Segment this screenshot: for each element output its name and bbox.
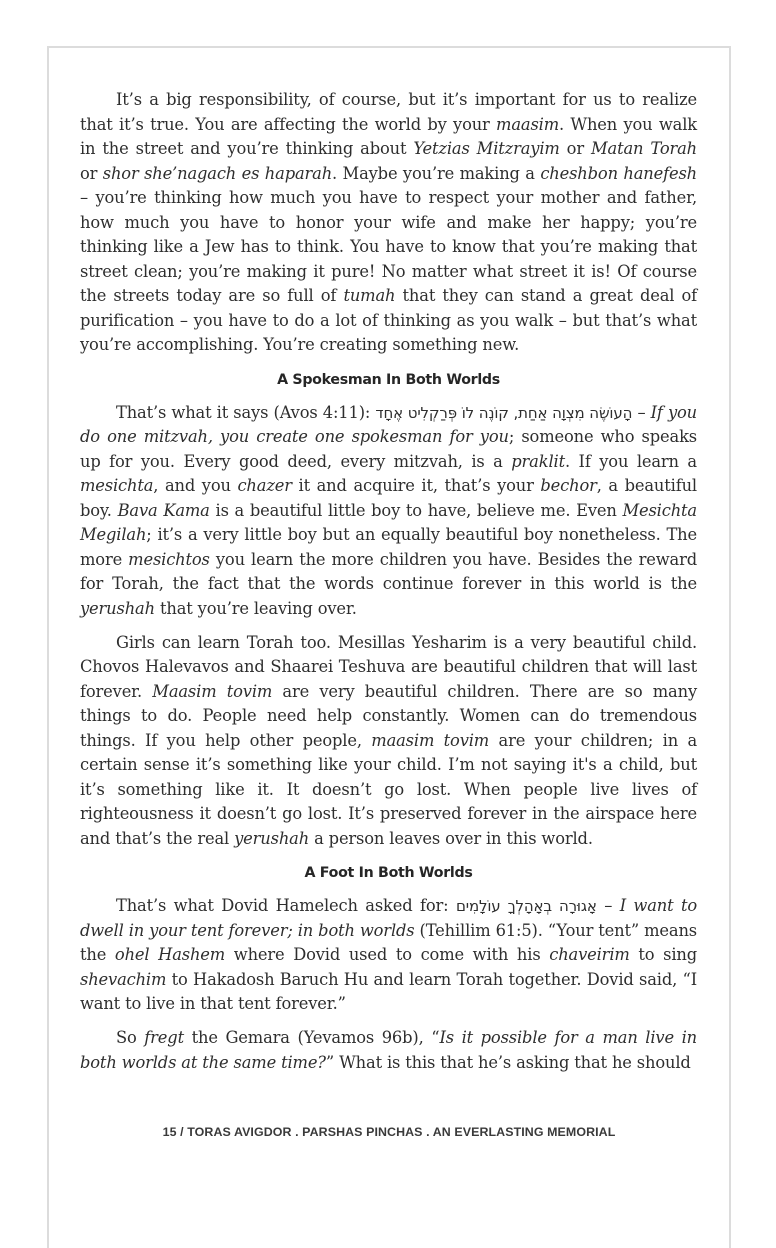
text-run: the Gemara (Yevamos 96b), “ <box>183 1028 440 1047</box>
text-run: that they can stand a great deal of purification – you have to do a lot of thinking as you walk – but that’s what you’re accomplishing. You’re creating something new. <box>80 286 698 354</box>
hebrew-quote: הָעוֹשֶׂה מִצְוָה אַחַת, קוֹנֶה לוֹ פְּרַקְלִיט אֶחָד <box>375 403 633 422</box>
text-run: a person leaves over in this world. <box>309 828 593 848</box>
text-run: is a beautiful little boy to have, believe me. Even <box>209 500 623 520</box>
text-run: . If you learn a <box>564 451 697 471</box>
italic-term: chazer <box>237 476 292 495</box>
text-run: that you’re leaving over. <box>154 598 357 618</box>
paragraph-5 <box>80 1026 697 1075</box>
italic-term: praklit <box>511 451 565 471</box>
text-run: , a beautiful boy. <box>80 476 697 520</box>
text-run: it and acquire it, that’s your <box>291 476 541 495</box>
text-run: to sing <box>629 945 697 964</box>
italic-term: Bava Kama <box>117 500 210 520</box>
text-run: , and you <box>153 476 238 495</box>
italic-term: shor she’nagach es haparah <box>102 163 333 183</box>
section-heading-foot: A Foot In Both Worlds <box>304 865 473 881</box>
italic-term: cheshbon hanefesh <box>540 163 697 183</box>
italic-term: Maasim tovim <box>152 681 273 701</box>
italic-term: maasim <box>496 114 559 134</box>
italic-term: I want to dwell in your tent forever; in both worlds <box>80 896 697 940</box>
text-run: Girls can learn Torah too. Mesillas Yesharim is a very beautiful child. Chovos Halevavos and Shaarei Teshuva are beautiful children that will last forever. <box>80 632 697 701</box>
italic-term: Yetzias Mitzrayim <box>413 139 560 158</box>
italic-term: maasim tovim <box>371 730 490 750</box>
italic-term: Is it possible for a man live in both worlds at the same time? <box>80 1028 697 1072</box>
text-run: or <box>559 139 591 158</box>
text-run: It’s a big responsibility, of course, but it’s important for us to realize that it’s true. You are affecting the world by your <box>80 90 697 134</box>
section-heading-spokesman: A Spokesman In Both Worlds <box>277 371 500 388</box>
page-body <box>80 88 697 1085</box>
italic-term: chaveirim <box>549 945 630 964</box>
text-run: are very beautiful children. There are so many things to do. People need help constantly. Women can do tremendous things. If you help other people, <box>80 681 697 750</box>
text-run: – you’re thinking how much you have to respect your mother and father, how much you have to honor your wife and make her happy; you’re thinking like a Jew has to think. You have to know that you’re making that street clean; you’re making it pure! No matter what street it is! Of course the streets today are so full of <box>80 188 697 305</box>
italic-term: shevachim <box>80 969 167 989</box>
page-footer: 15 / TORAS AVIGDOR . PARSHAS PINCHAS . AN EVERLASTING MEMORIAL <box>162 1125 616 1139</box>
paragraph-4 <box>80 894 697 1017</box>
text-run: So <box>116 1028 145 1047</box>
text-run: . When you walk in the street and you’re thinking about <box>80 114 697 158</box>
text-run: . Maybe you’re making a <box>332 163 541 183</box>
text-run: are your children; in a certain sense it’s something like your child. I’m not saying it's a child, but it’s something like it. It doesn’t go lost. When people live lives of righteousness it doesn’t go lost. It’s preserved forever in the airspace here and that’s the real <box>80 730 698 848</box>
text-run: ” What is this that he’s asking that he should <box>325 1052 691 1072</box>
text-run: ; it’s a very little boy but an equally beautiful boy nonetheless. The more <box>80 525 697 569</box>
italic-term: yerushah <box>234 828 310 848</box>
italic-term: tumah <box>343 286 396 305</box>
italic-term: fregt <box>144 1028 184 1047</box>
italic-term: Mesichta Megilah <box>80 500 697 544</box>
text-run: (Tehillim 61:5). “Your tent” means the <box>80 920 697 964</box>
italic-term: mesichtos <box>128 549 210 569</box>
text-run: to Hakadosh Baruch Hu and learn Torah together. Dovid said, “I want to live in that tent forever.” <box>80 969 697 1013</box>
text-run: – <box>632 402 651 422</box>
italic-term: yerushah <box>80 598 155 618</box>
paragraph-2 <box>80 401 697 622</box>
text-run: ; someone who speaks up for you. Every good deed, every mitzvah, is a <box>80 427 697 471</box>
italic-term: ohel Hashem <box>114 945 226 964</box>
text-run: where Dovid used to come with his <box>225 945 550 964</box>
italic-term: Matan Torah <box>591 139 697 158</box>
italic-term: If you do one mitzvah, you create one spokesman for you <box>80 402 698 446</box>
hebrew-quote: אָגוּרָה בְאָהָלְךָ עוֹלָמִים <box>455 897 597 915</box>
paragraph-1 <box>80 88 697 358</box>
paragraph-3 <box>80 631 697 852</box>
italic-term: bechor <box>540 476 597 495</box>
text-run: or <box>80 163 103 183</box>
text-run: That’s what Dovid Hamelech asked for: <box>116 896 456 915</box>
italic-term: mesichta <box>80 476 154 495</box>
text-run: That’s what it says (Avos 4:11): <box>116 402 376 422</box>
text-run: you learn the more children you have. Besides the reward for Torah, the fact that the words continue forever in this world is the <box>80 549 697 593</box>
text-run: – <box>596 896 620 915</box>
